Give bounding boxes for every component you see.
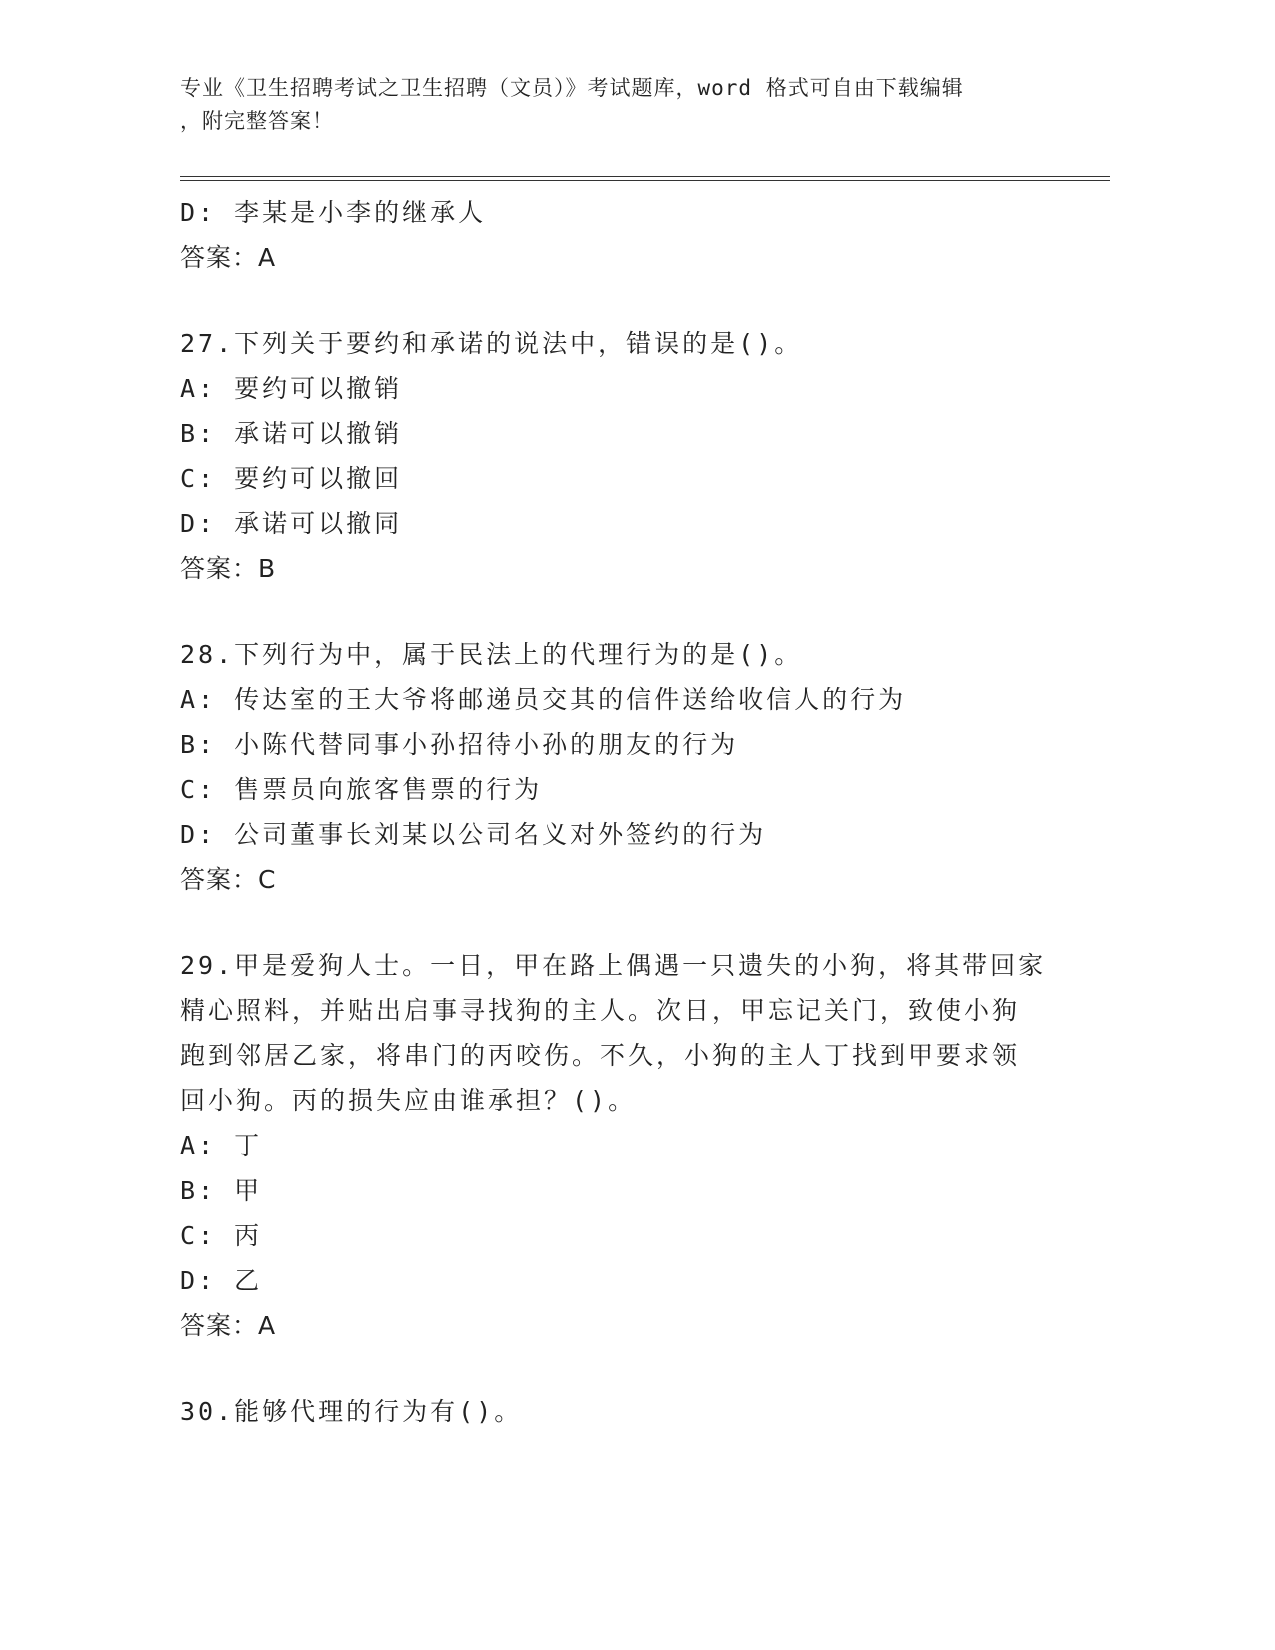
- document-header: [180, 72, 1040, 138]
- header-line-2: ，附完整答案！: [180, 109, 334, 133]
- question-stem: 27.下列关于要约和承诺的说法中，错误的是()。: [180, 329, 803, 358]
- answer: 答案：A: [180, 243, 277, 272]
- option-a: A: 传达室的王大爷将邮递员交其的信件送给收信人的行为: [180, 685, 907, 714]
- question-30: [180, 1389, 1080, 1434]
- option-d: D: 李某是小李的继承人: [180, 198, 487, 227]
- header-line-1: 专业《卫生招聘考试之卫生招聘（文员）》考试题库，word 格式可自由下载编辑: [180, 76, 964, 100]
- question-27: [180, 321, 1080, 591]
- answer: 答案：C: [180, 865, 277, 894]
- question-29: [180, 943, 1080, 1348]
- header-divider: [180, 176, 1110, 181]
- question-stem-line: 29.甲是爱狗人士。一日，甲在路上偶遇一只遗失的小狗，将其带回家: [180, 951, 1047, 980]
- option-d: D: 公司董事长刘某以公司名义对外签约的行为: [180, 820, 767, 849]
- answer: 答案：B: [180, 554, 277, 583]
- option-a: A: 丁: [180, 1131, 263, 1160]
- question-stem: [180, 943, 1050, 1123]
- question-stem: 30.能够代理的行为有()。: [180, 1397, 523, 1426]
- question-stem-line: 回小狗。丙的损失应由谁承担？()。: [180, 1086, 637, 1115]
- question-stem: 28.下列行为中，属于民法上的代理行为的是()。: [180, 640, 803, 669]
- option-a: A: 要约可以撤销: [180, 374, 403, 403]
- question-list: [180, 190, 1080, 1434]
- option-c: C: 售票员向旅客售票的行为: [180, 775, 543, 804]
- option-c: C: 要约可以撤回: [180, 464, 403, 493]
- option-d: D: 承诺可以撤同: [180, 509, 403, 538]
- option-b: B: 甲: [180, 1176, 263, 1205]
- option-b: B: 小陈代替同事小孙招待小孙的朋友的行为: [180, 730, 739, 759]
- question-28: [180, 632, 1080, 902]
- question-stem-line: 跑到邻居乙家，将串门的丙咬伤。不久，小狗的主人丁找到甲要求领: [180, 1041, 1021, 1070]
- option-c: C: 丙: [180, 1221, 263, 1250]
- previous-question-tail: [180, 190, 1080, 280]
- answer: 答案：A: [180, 1311, 277, 1340]
- option-b: B: 承诺可以撤销: [180, 419, 403, 448]
- question-stem-line: 精心照料，并贴出启事寻找狗的主人。次日，甲忘记关门，致使小狗: [180, 996, 1021, 1025]
- option-d: D: 乙: [180, 1266, 263, 1295]
